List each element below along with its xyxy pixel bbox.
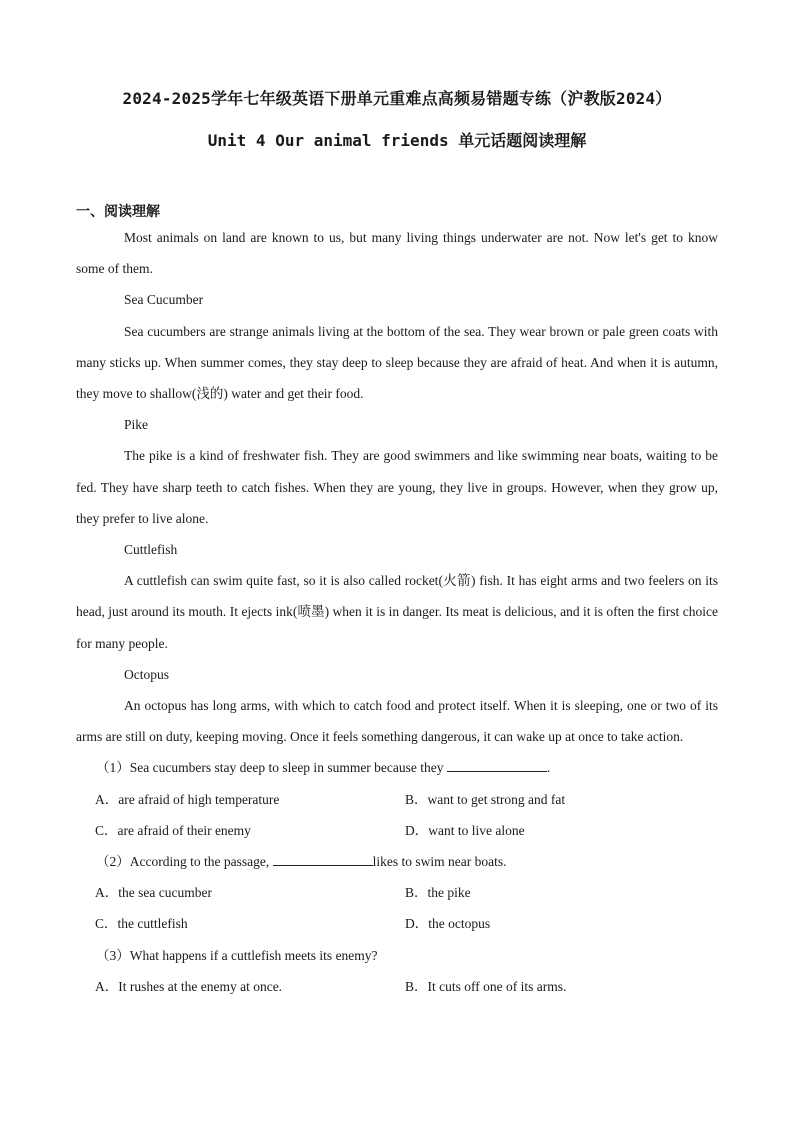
question-2-options-row-1 bbox=[76, 877, 718, 908]
passage-paragraph-octopus: An octopus has long arms, with which to catch food and protect itself. When it is sleeping, one or two of its arms are still on duty, keeping moving. Once it feels something dangerous, it can wake up at once to take action. bbox=[76, 698, 718, 745]
reading-content bbox=[76, 222, 718, 1002]
question-stem: What happens if a cuttlefish meets its enemy? bbox=[129, 947, 378, 963]
question-stem: According to the passage, bbox=[129, 854, 270, 870]
question-2-options-row-2 bbox=[76, 908, 718, 939]
question-number: （3） bbox=[96, 947, 130, 963]
question-3-options-row-1 bbox=[76, 971, 718, 1002]
document-title: 2024-2025学年七年级英语下册单元重难点高频易错题专练（沪教版2024） bbox=[122, 89, 672, 108]
passage-heading-pike: Pike bbox=[124, 417, 149, 433]
question-1-options-row-1 bbox=[76, 784, 718, 815]
passage-paragraph-sea-cucumber: Sea cucumbers are strange animals living at the bottom of the sea. They wear brown or pale green coats with many sticks up. When summer comes, they stay deep to sleep because they are afraid of heat. And when it is autumn, they move to shallow(浅的) water and get their food. bbox=[76, 323, 718, 402]
question-stem: Sea cucumbers stay deep to sleep in summer because they bbox=[129, 760, 444, 776]
question-1 bbox=[76, 752, 718, 783]
section-heading: 一、阅读理解 bbox=[76, 204, 160, 220]
question-3 bbox=[76, 940, 718, 971]
option-d[interactable]: D．want to live alone bbox=[405, 822, 525, 838]
question-stem-end: . bbox=[546, 760, 551, 776]
option-b[interactable]: B．the pike bbox=[405, 885, 471, 901]
passage-paragraph-cuttlefish: A cuttlefish can swim quite fast, so it is also called rocket(火箭) fish. It has eight arms and two feelers on its head, just around its mouth. It ejects ink(喷墨) when it is in danger. Its meat is delicious, and it is often the first choice for many people. bbox=[76, 573, 718, 651]
question-number: （2） bbox=[96, 854, 130, 870]
option-a[interactable]: A．are afraid of high temperature bbox=[95, 791, 280, 807]
option-a[interactable]: A．the sea cucumber bbox=[95, 885, 212, 901]
option-d[interactable]: D．the octopus bbox=[405, 916, 491, 932]
option-a[interactable]: A．It rushes at the enemy at once. bbox=[95, 978, 283, 994]
passage-heading-cuttlefish: Cuttlefish bbox=[124, 542, 178, 558]
option-c[interactable]: C．the cuttlefish bbox=[95, 916, 188, 932]
passage-paragraph-pike: The pike is a kind of freshwater fish. They are good swimmers and like swimming near boats, waiting to be fed. They have sharp teeth to catch fishes. When they are young, they live in groups. However, when they grow up, they prefer to live alone. bbox=[76, 448, 718, 526]
passage-heading-sea-cucumber: Sea Cucumber bbox=[124, 292, 204, 308]
question-1-options-row-2 bbox=[76, 815, 718, 846]
question-2 bbox=[76, 846, 718, 877]
answer-blank[interactable] bbox=[273, 853, 373, 866]
passage-intro: Most animals on land are known to us, but many living things underwater are not. Now let's get to know some of them. bbox=[76, 230, 718, 277]
document-subtitle: Unit 4 Our animal friends 单元话题阅读理解 bbox=[207, 131, 587, 150]
question-stem-end: likes to swim near boats. bbox=[372, 854, 507, 870]
option-c[interactable]: C．are afraid of their enemy bbox=[95, 822, 251, 838]
option-b[interactable]: B．want to get strong and fat bbox=[405, 791, 566, 807]
option-b[interactable]: B．It cuts off one of its arms. bbox=[405, 978, 567, 994]
passage-heading-octopus: Octopus bbox=[124, 666, 169, 682]
answer-blank[interactable] bbox=[447, 759, 547, 772]
question-number: （1） bbox=[96, 760, 130, 776]
